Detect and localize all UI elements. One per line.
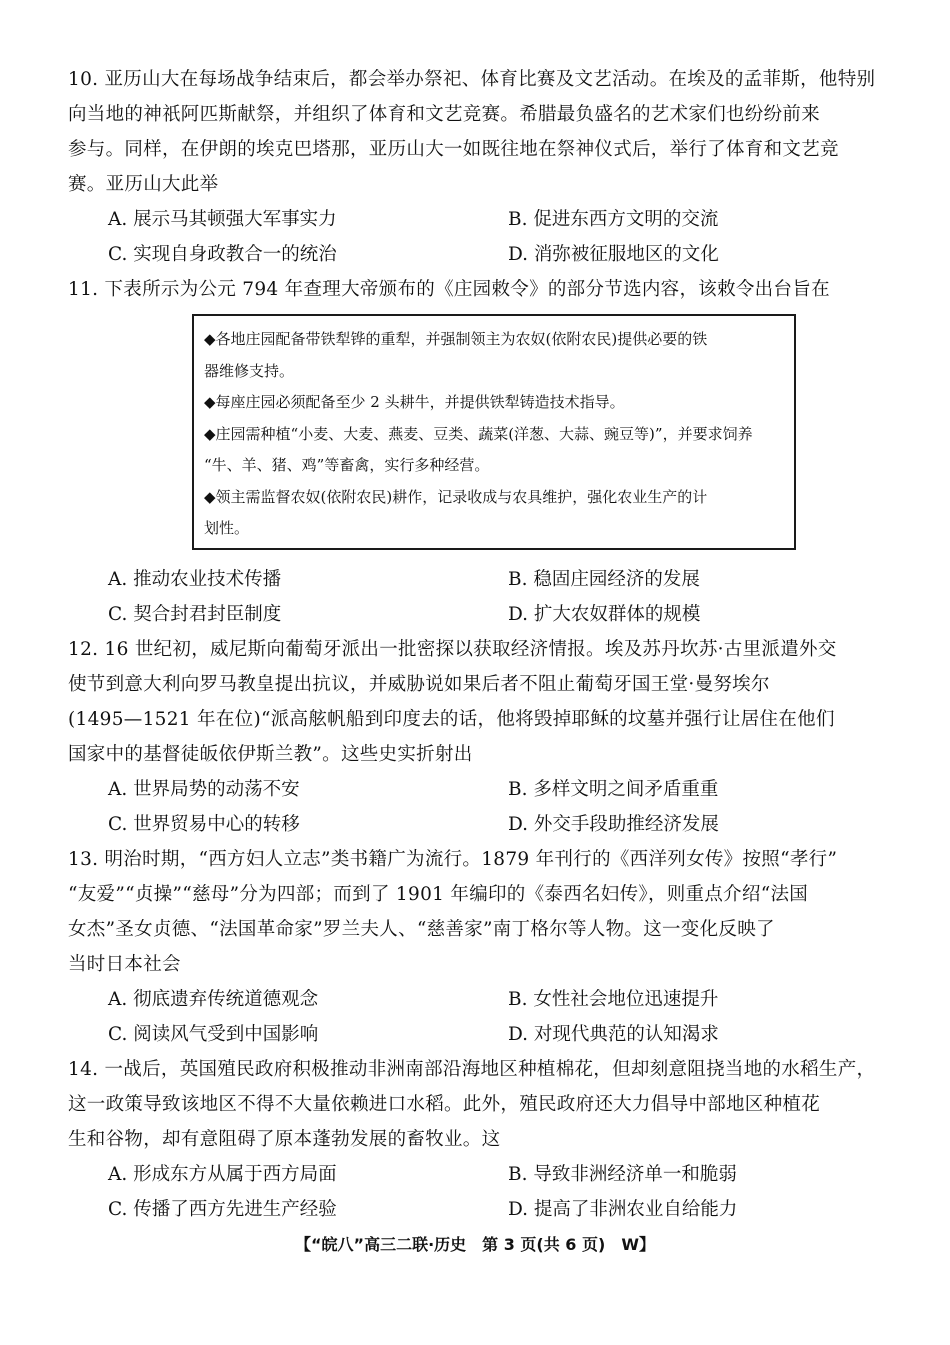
table-line: “牛、羊、猪、鸡”等畜禽，实行多种经营。 <box>204 456 490 474</box>
question-text-line: 国家中的基督徒皈依伊斯兰教”。这些史实折射出 <box>68 744 473 765</box>
option-b: B. 稳固庄园经济的发展 <box>508 569 700 590</box>
question-text-line: 向当地的神祇阿匹斯献祭，并组织了体育和文艺竞赛。希腊最负盛名的艺术家们也纷纷前来 <box>68 104 821 125</box>
option-d: D. 对现代典范的认知渴求 <box>508 1024 719 1045</box>
question-14-stem <box>68 1052 898 1157</box>
option-b: B. 导致非洲经济单一和脆弱 <box>508 1164 737 1185</box>
table-line: ◆每座庄园必须配备至少 2 头耕牛，并提供铁犁铸造技术指导。 <box>204 393 625 411</box>
question-11-options <box>108 562 908 632</box>
option-c: C. 阅读风气受到中国影响 <box>108 1024 319 1045</box>
question-text-line: 12. 16 世纪初，威尼斯向葡萄牙派出一批密探以获取经济情报。埃及苏丹坎苏·古里派遣外交 <box>68 639 837 660</box>
question-text-line: 当时日本社会 <box>68 954 181 975</box>
question-11-stem <box>68 272 898 307</box>
question-10-stem <box>68 62 898 202</box>
option-b: B. 女性社会地位迅速提升 <box>508 989 719 1010</box>
table-line: ◆领主需监督农奴(依附农民)耕作，记录收成与农具维护，强化农业生产的计 <box>204 487 708 506</box>
option-d: D. 扩大农奴群体的规模 <box>508 604 701 625</box>
question-13-stem <box>68 842 898 982</box>
question-text-line: 参与。同样，在伊朗的埃克巴塔那，亚历山大一如既往地在祭神仪式后，举行了体育和文艺竞 <box>68 139 839 160</box>
option-c: C. 契合封君封臣制度 <box>108 604 282 625</box>
question-text-line: 13. 明治时期，“西方妇人立志”类书籍广为流行。1879 年刊行的《西洋列女传》按照“孝行” <box>68 849 838 870</box>
question-text-line: 女杰”圣女贞德、“法国革命家”罗兰夫人、“慈善家”南丁格尔等人物。这一变化反映了 <box>68 919 775 940</box>
question-14-options <box>108 1157 908 1227</box>
question-text-line: 这一政策导致该地区不得不大量依赖进口水稻。此外，殖民政府还大力倡导中部地区种植花 <box>68 1094 821 1115</box>
page-footer: 【“皖八”高三二联·历史 第 3 页(共 6 页) W】 <box>295 1235 655 1254</box>
option-c: C. 传播了西方先进生产经验 <box>108 1199 337 1220</box>
table-line: 器维修支持。 <box>204 361 295 380</box>
question-10-options <box>108 202 908 272</box>
option-a: A. 世界局势的动荡不安 <box>108 779 300 800</box>
question-text-line: 14. 一战后，英国殖民政府积极推动非洲南部沿海地区种植棉花，但却刻意阻挠当地的水稻生产， <box>68 1059 876 1080</box>
option-d: D. 提高了非洲农业自给能力 <box>508 1199 738 1220</box>
table-line: ◆庄园需种植“小麦、大麦、燕麦、豆类、蔬菜(洋葱、大蒜、豌豆等)”，并要求饲养 <box>204 424 753 443</box>
table-line: 划性。 <box>204 519 250 537</box>
question-text-line: 10. 亚历山大在每场战争结束后，都会举办祭祀、体育比赛及文艺活动。在埃及的孟菲斯，他特别 <box>68 69 876 90</box>
table-line: ◆各地庄园配备带铁犁铧的重犁，并强制领主为农奴(依附农民)提供必要的铁 <box>204 330 708 348</box>
option-b: B. 多样文明之间矛盾重重 <box>508 779 719 800</box>
question-12-options <box>108 772 908 842</box>
question-text-line: (1495—1521 年在位)“派高舷帆船到印度去的话，他将毁掉耶稣的坟墓并强行让居住在他们 <box>68 709 835 730</box>
option-c: C. 实现自身政教合一的统治 <box>108 244 337 265</box>
question-text-line: “友爱”“贞操”“慈母”分为四部；而到了 1901 年编印的《泰西名妇传》，则重点介绍“法国 <box>68 884 809 905</box>
question-text-line: 赛。亚历山大此举 <box>68 174 219 195</box>
question-text-line: 11. 下表所示为公元 794 年查理大帝颁布的《庄园敕令》的部分节选内容，该敕令出台旨在 <box>68 279 830 300</box>
option-a: A. 形成东方从属于西方局面 <box>108 1164 337 1185</box>
option-d: D. 外交手段助推经济发展 <box>508 814 719 835</box>
question-text-line: 使节到意大利向罗马教皇提出抗议，并威胁说如果后者不阻止葡萄牙国王堂·曼努埃尔 <box>68 674 770 695</box>
option-c: C. 世界贸易中心的转移 <box>108 814 300 835</box>
edict-excerpt-table <box>192 314 796 550</box>
question-12-stem <box>68 632 898 772</box>
option-a: A. 彻底遗弃传统道德观念 <box>108 989 319 1010</box>
option-d: D. 消弥被征服地区的文化 <box>508 244 719 265</box>
question-text-line: 生和谷物，却有意阻碍了原本蓬勃发展的畜牧业。这 <box>68 1129 501 1150</box>
question-13-options <box>108 982 908 1052</box>
option-a: A. 展示马其顿强大军事实力 <box>108 209 337 230</box>
option-b: B. 促进东西方文明的交流 <box>508 209 719 230</box>
option-a: A. 推动农业技术传播 <box>108 569 282 590</box>
